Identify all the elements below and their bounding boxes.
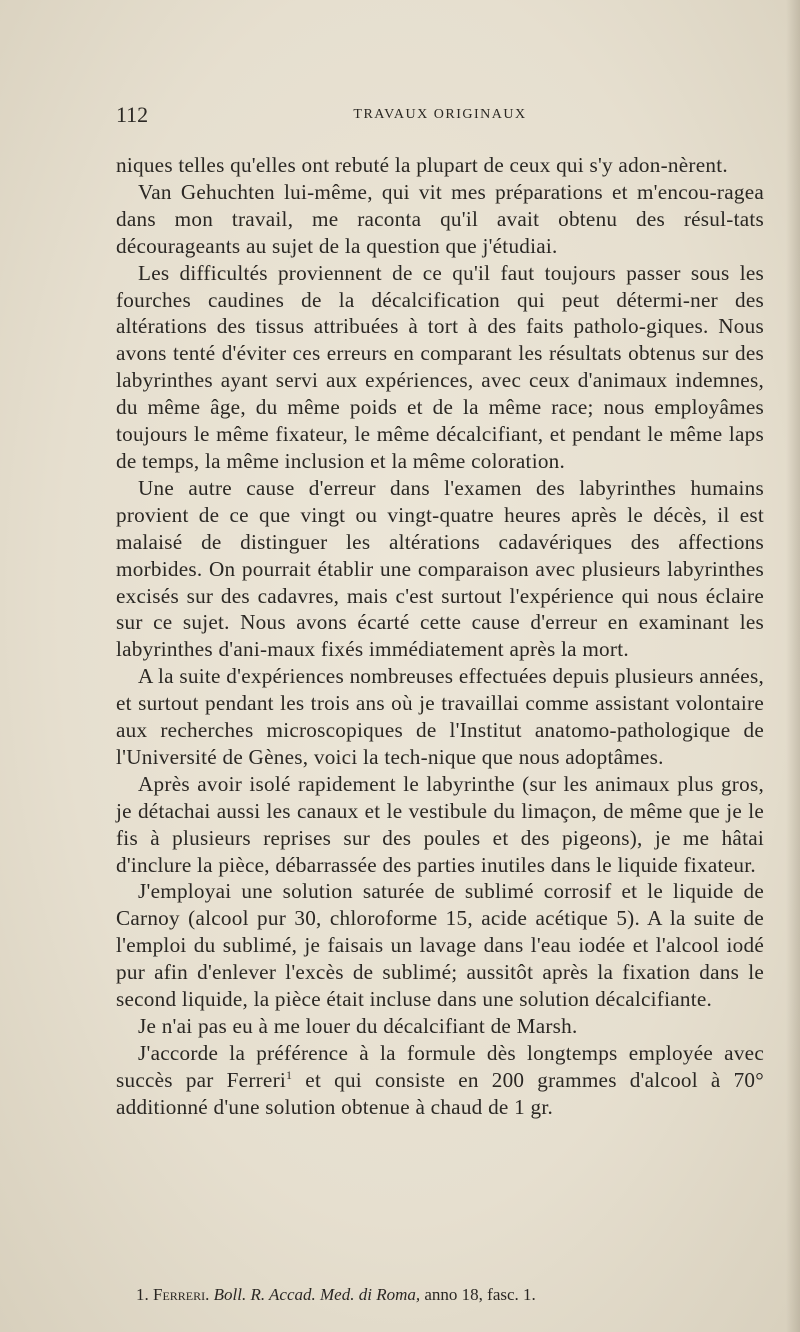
running-head: TRAVAUX ORIGINAUX: [353, 107, 527, 122]
paragraph-continued: niques telles qu'elles ont rebuté la plupart de ceux qui s'y adon-nèrent.: [116, 153, 728, 177]
paragraph: Les difficultés proviennent de ce qu'il faut toujours passer sous les fourches caudines de la décalcification qui peut détermi-ner des altérations des tissus attribuées à tort à des faits patholo-giques. Nous avons tenté d'éviter ces erreurs en comparant les résultats obtenus sur des labyrinthes ayant servi aux expériences, avec ceux d'animaux indemnes, du même âge, du même poids et de la même race; nous employâmes toujours le même fixateur, le même décalcifiant, et pendant le même laps de temps, la même inclusion et la même coloration.: [116, 260, 764, 473]
footnote-author: Ferreri.: [153, 1285, 210, 1304]
paragraph-tail: et qui consiste en 200 grammes d'alcool à 70° additionné d'une solution obtenue à chaud de 1 gr.: [116, 1067, 764, 1119]
paragraph: Après avoir isolé rapidement le labyrinthe (sur les animaux plus gros, je détachai aussi les canaux et le vestibule du limaçon, de même que je le fis à plusieurs reprises sur des poules et des pigeons), je me hâtai d'inclure la pièce, débarrassée des parties inutiles dans le liquide fixateur.: [116, 771, 764, 877]
footnote-number: 1.: [136, 1285, 149, 1304]
footnote-details: anno 18, fasc. 1.: [424, 1285, 536, 1304]
paragraph: Van Gehuchten lui-même, qui vit mes préparations et m'encou-ragea dans mon travail, me raconta qu'il avait obtenu des résul-tats décourageants au sujet de la question que j'étudiai.: [116, 179, 764, 258]
footnote-ref[interactable]: 1: [286, 1067, 293, 1082]
page-number: 112: [116, 102, 149, 127]
paragraph-head: J'accorde la préférence à la formule dès longtemps employée avec succès par Ferreri: [116, 1040, 764, 1092]
page-header: [116, 100, 764, 130]
paragraph: Je n'ai pas eu à me louer du décalcifiant de Marsh.: [138, 1014, 578, 1038]
paragraph: A la suite d'expériences nombreuses effectuées depuis plusieurs années, et surtout pendant les trois ans où je travaillai comme assistant volontaire aux recherches microscopiques de l'Institut anatomo-pathologique de l'Université de Gènes, voici la tech-nique que nous adoptâmes.: [116, 664, 764, 769]
paragraph: Une autre cause d'erreur dans l'examen des labyrinthes humains provient de ce que vingt ou vingt-quatre heures après le décès, il est malaisé de distinguer les altérations cadavériques des affections morbides. On pourrait établir une comparaison avec plusieurs labyrinthes excisés sur des cadavres, mais c'est surtout l'expérience qui nous éclaire sur ce sujet. Nous avons écarté cette cause d'erreur en examinant les labyrinthes d'ani-maux fixés immédiatement après la mort.: [116, 475, 764, 662]
paragraph: J'employai une solution saturée de sublimé corrosif et le liquide de Carnoy (alcool pur 30, chloroforme 15, acide acétique 5). A la suite de l'emploi du sublimé, je faisais un lavage dans l'eau iodée et l'alcool iodé pur afin d'enlever l'excès de sublimé; aussitôt après la fixation dans le second liquide, la pièce était incluse dans une solution décalcifiante.: [116, 879, 764, 1012]
page-edge-shadow: [786, 0, 800, 1332]
paragraph-with-footnote-ref: [116, 1040, 764, 1121]
main-text: [116, 152, 764, 1121]
footnote-journal: Boll. R. Accad. Med. di Roma,: [213, 1285, 421, 1304]
footnote: [136, 1283, 756, 1307]
